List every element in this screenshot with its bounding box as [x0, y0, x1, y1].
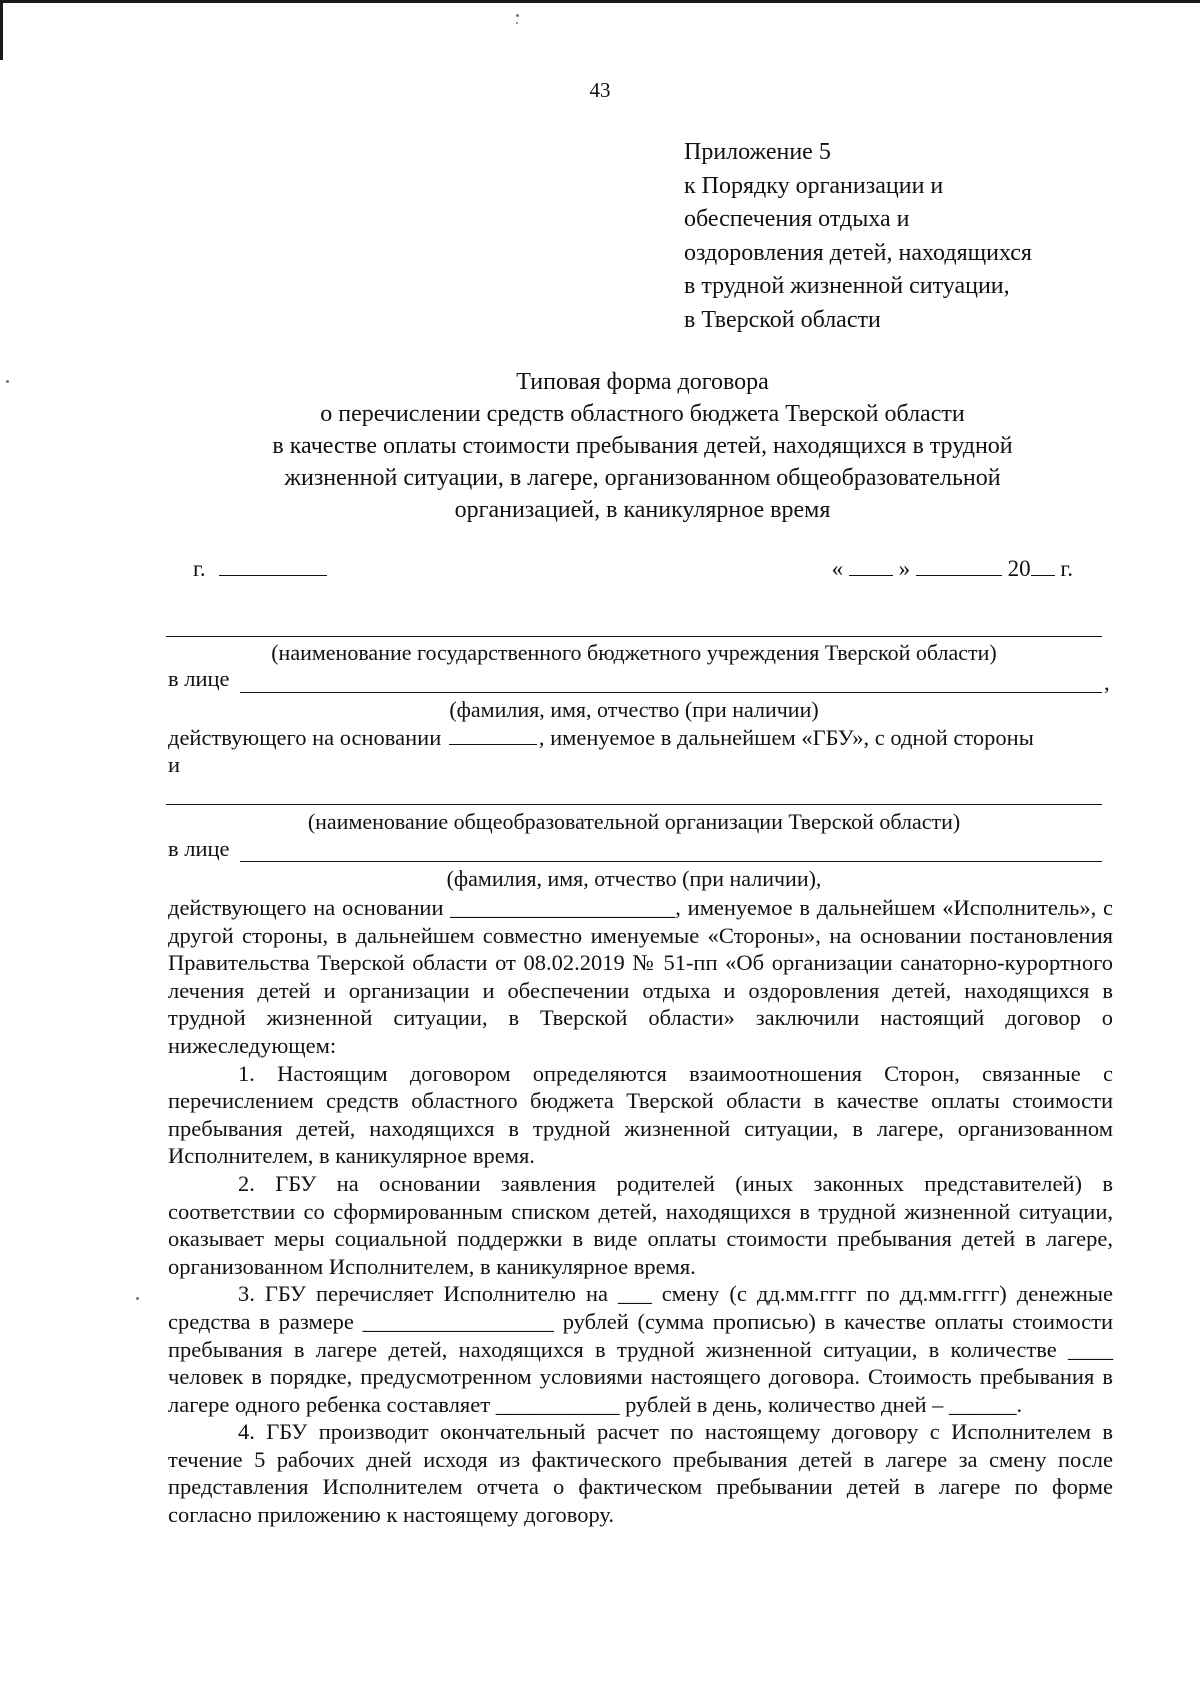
gbu-rep-line — [240, 692, 1102, 693]
scan-speck — [516, 14, 519, 17]
title-line: организацией, в каникулярное время — [454, 497, 831, 523]
title-line: Типовая форма договора — [516, 369, 769, 395]
appendix-line: обеспечения отдыха и — [684, 206, 910, 232]
contract-clause-1: 1. Настоящим договором определяются взаимоотношения Сторон, связанные с перечислением средств областного бюджета Тверской области в качестве оплаты стоимости пребывания детей, находящихся в трудной жизненной ситуации, в лагере, организованном Исполнителем, в каникулярное время. — [168, 1060, 1113, 1169]
appendix-line: в трудной жизненной ситуации, — [684, 273, 1010, 299]
year-blank — [1031, 557, 1055, 576]
gbu-basis-suffix: , именуемое в дальнейшем «ГБУ», с одной стороны — [538, 725, 1034, 750]
contract-date — [832, 556, 1073, 582]
scan-speck — [6, 380, 9, 383]
school-rep-line — [240, 861, 1102, 862]
gbu-rep-label: в лице — [168, 666, 230, 691]
document-title — [160, 366, 1125, 526]
gbu-rep-comma: , — [1104, 670, 1110, 695]
place-date-row — [193, 556, 1073, 586]
gbu-basis-line — [168, 725, 1034, 751]
contract-intro: действующего на основании ____________________, именуемое в дальнейшем «Исполнитель», с другой стороны, в дальнейшем совместно именуемые «Стороны», на основании постановления Правительства Тверской области от 08.02.2019 № 51-пп «Об организации санаторно-курортного лечения детей и организации и обеспечении отдыха и оздоровления детей, находящихся в трудной жизненной ситуации, в Тверской области» заключили настоящий договор о нижеследующем: — [168, 895, 1113, 1058]
title-line: в качестве оплаты стоимости пребывания детей, находящихся в трудной — [272, 433, 1013, 459]
page-number: 43 — [589, 78, 611, 102]
contract-body — [168, 894, 1113, 1529]
contract-place — [193, 556, 327, 582]
school-rep-fio-caption: (фамилия, имя, отчество (при наличии), — [446, 866, 822, 891]
appendix-line: к Порядку организации и — [684, 172, 944, 199]
scan-speck — [516, 22, 518, 24]
scan-speck — [136, 1297, 139, 1300]
gbu-basis-prefix: действующего на основании — [168, 725, 442, 750]
scan-border-left — [0, 0, 3, 60]
appendix-line: оздоровления детей, находящихся — [684, 239, 1032, 266]
school-rep-label: в лице — [168, 836, 230, 861]
date-open-quote: « — [831, 556, 844, 581]
place-blank — [219, 557, 327, 576]
contract-clause-2: 2. ГБУ на основании заявления родителей (иных законных представителей) в соответствии со сформированным списком детей, находящихся в трудной жизненной ситуации, оказывает меры социальной поддержки в виде оплаты стоимости пребывания детей в лагере, организованном Исполнителем, в каникулярное время. — [168, 1170, 1113, 1279]
year-suffix: г. — [1060, 556, 1073, 581]
place-prefix: г. — [193, 556, 206, 581]
school-name-caption: (наименование общеобразовательной организации Тверской области) — [307, 809, 961, 834]
gbu-name-line — [166, 636, 1102, 637]
appendix-line: Приложение 5 — [684, 139, 831, 165]
appendix-line: в Тверской области — [684, 306, 881, 333]
contract-clause-4: 4. ГБУ производит окончательный расчет по настоящему договору с Исполнителем в течение 5 рабочих дней исходя из фактического пребывания детей в лагере за смену после представления Исполнителем отчета о фактическом пребывании детей в лагере по форме согласно приложению к настоящему договору. — [168, 1419, 1113, 1528]
title-line: жизненной ситуации, в лагере, организованном общеобразовательной — [284, 465, 1001, 491]
scan-border-top — [0, 0, 1200, 3]
school-name-line — [166, 804, 1102, 805]
day-blank — [849, 557, 893, 576]
gbu-rep-fio-caption: (фамилия, имя, отчество (при наличии) — [449, 697, 819, 722]
contract-clause-3: 3. ГБУ перечисляет Исполнителю на ___ смену (с дд.мм.гггг по дд.мм.гггг) денежные средства в размере _________________ рублей (сумма прописью) в качестве оплаты стоимости пребывания в лагере детей, находящихся в трудной жизненной ситуации, в количестве ____ человек в порядке, предусмотренном условиями настоящего договора. Стоимость пребывания в лагере одного ребенка составляет ___________ рублей в день, количество дней – ______. — [168, 1281, 1113, 1417]
month-blank — [916, 557, 1002, 576]
appendix-header — [684, 136, 1032, 337]
year-prefix: 20 — [1007, 556, 1031, 581]
date-close-quote: » — [898, 556, 911, 581]
gbu-name-caption: (наименование государственного бюджетного учреждения Тверской области) — [271, 640, 997, 665]
gbu-basis-blank — [449, 726, 537, 745]
and-conjunction: и — [168, 752, 181, 777]
title-line: о перечислении средств областного бюджета Тверской области — [320, 401, 965, 427]
